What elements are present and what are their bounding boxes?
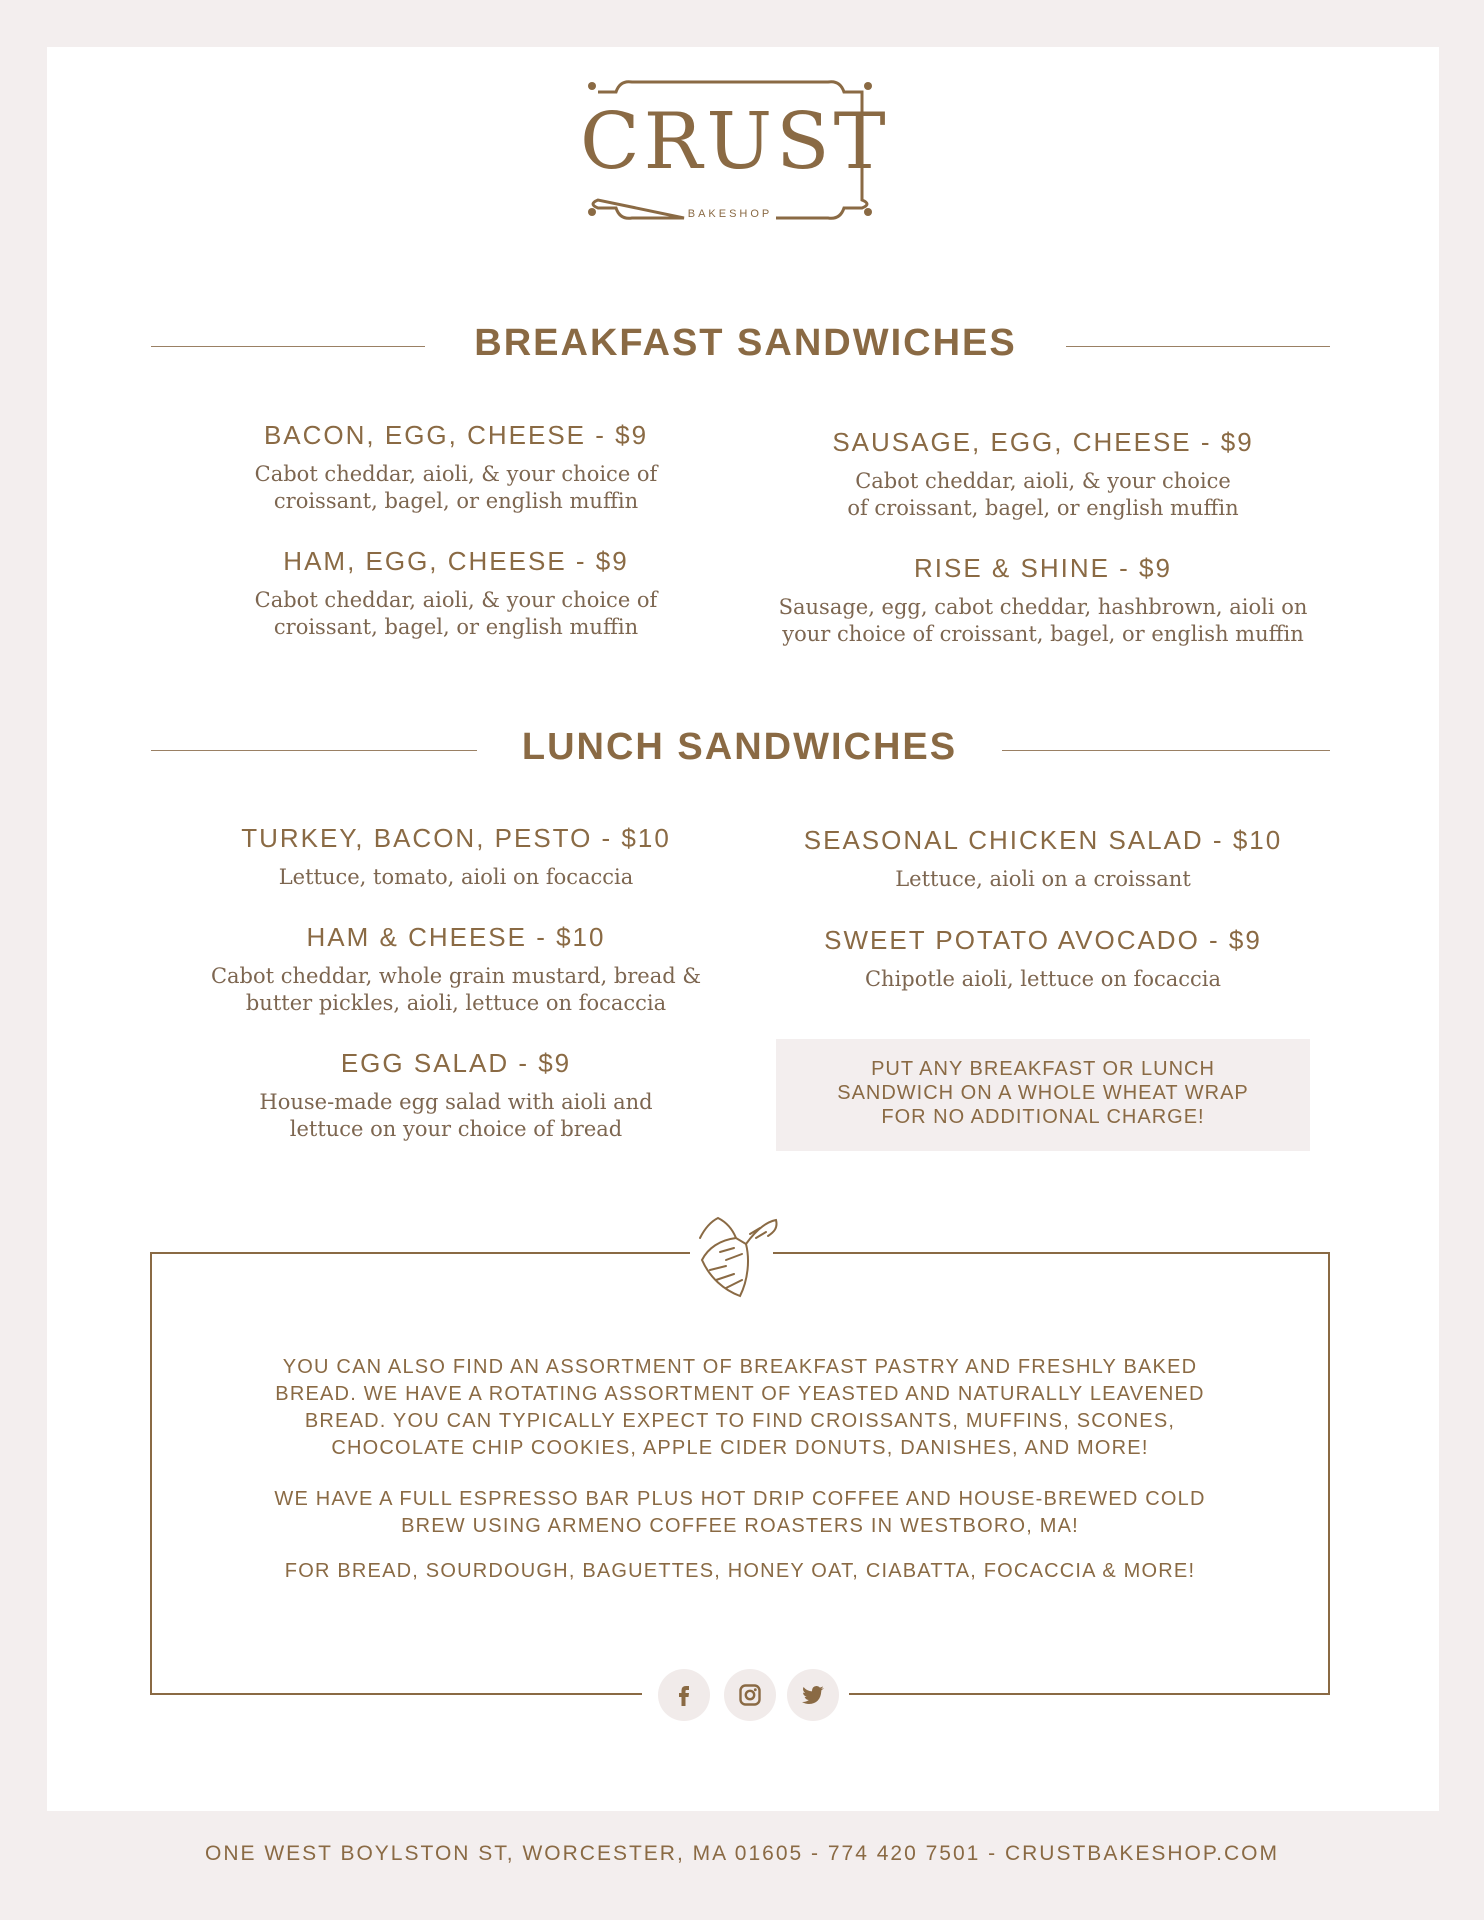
info-line: BREW USING ARMENO COFFEE ROASTERS IN WESTBORO, MA! <box>401 1515 1079 1537</box>
info-paragraph-3: FOR BREAD, SOURDOUGH, BAGUETTES, HONEY OAT, CIABATTA, FOCACCIA & MORE! <box>284 1560 1196 1582</box>
menu-item <box>196 420 716 515</box>
note-line: FOR NO ADDITIONAL CHARGE! <box>881 1106 1205 1128</box>
menu-item <box>763 925 1323 993</box>
breakfast-rule-left <box>151 346 425 347</box>
twitter-icon <box>801 1683 825 1707</box>
frame-left <box>150 1252 152 1695</box>
lunch-rule-right <box>1002 750 1330 751</box>
item-name: SEASONAL CHICKEN SALAD - $10 <box>803 825 1283 855</box>
menu-item <box>196 823 716 891</box>
info-line: CHOCOLATE CHIP COOKIES, APPLE CIDER DONUTS, DANISHES, AND MORE! <box>331 1437 1149 1459</box>
frame-top-right <box>773 1252 1330 1254</box>
lunch-rule-left <box>151 750 477 751</box>
menu-item <box>196 1048 716 1143</box>
facebook-icon <box>672 1683 696 1707</box>
menu-item <box>196 546 716 641</box>
note-line: SANDWICH ON A WHOLE WHEAT WRAP <box>837 1082 1249 1104</box>
frame-right <box>1328 1252 1330 1695</box>
wrap-note-box <box>776 1039 1310 1151</box>
breakfast-rule-right <box>1066 346 1330 347</box>
note-line: PUT ANY BREAKFAST OR LUNCH <box>871 1058 1215 1080</box>
item-desc-line: lettuce on your choice of bread <box>289 1117 623 1141</box>
item-desc-line: House-made egg salad with aioli and <box>259 1090 653 1114</box>
info-line: YOU CAN ALSO FIND AN ASSORTMENT OF BREAKFAST PASTRY AND FRESHLY BAKED <box>282 1356 1198 1378</box>
crust-logo <box>580 74 890 224</box>
item-name: HAM, EGG, CHEESE - $9 <box>283 546 629 576</box>
info-line: BREAD. WE HAVE A ROTATING ASSORTMENT OF YEASTED AND NATURALLY LEAVENED <box>275 1383 1205 1405</box>
frame-bottom-left <box>150 1693 642 1695</box>
info-paragraph-1 <box>152 1354 1328 1462</box>
logo-wordmark: CRUST <box>580 97 890 187</box>
item-desc-line: Cabot cheddar, whole grain mustard, bread & <box>210 964 702 988</box>
item-desc-line: Cabot cheddar, aioli, & your choice of <box>254 462 658 486</box>
menu-item <box>196 922 716 1017</box>
item-name: SAUSAGE, EGG, CHEESE - $9 <box>832 427 1254 457</box>
item-desc-line: of croissant, bagel, or english muffin <box>847 496 1239 520</box>
facebook-button[interactable] <box>658 1669 710 1721</box>
wrap-note-text <box>776 1057 1310 1129</box>
item-desc-line: butter pickles, aioli, lettuce on focaccia <box>245 991 667 1015</box>
item-name: TURKEY, BACON, PESTO - $10 <box>241 823 671 853</box>
item-name: EGG SALAD - $9 <box>340 1048 572 1078</box>
twitter-button[interactable] <box>787 1669 839 1721</box>
item-name: SWEET POTATO AVOCADO - $9 <box>824 925 1262 955</box>
frame-bottom-right <box>849 1693 1330 1695</box>
croissant-icon <box>690 1208 782 1304</box>
breakfast-section-title: BREAKFAST SANDWICHES <box>474 322 1017 364</box>
item-desc-line: croissant, bagel, or english muffin <box>273 489 639 513</box>
item-desc-line: Lettuce, aioli on a croissant <box>895 867 1191 891</box>
item-desc-line: croissant, bagel, or english muffin <box>273 615 639 639</box>
instagram-button[interactable] <box>724 1669 776 1721</box>
logo-subtitle: BAKESHOP <box>687 208 773 220</box>
footer-contact: ONE WEST BOYLSTON ST, WORCESTER, MA 01605 - 774 420 7501 - CRUSTBAKESHOP.COM <box>205 1842 1279 1865</box>
menu-item <box>763 553 1323 648</box>
instagram-icon <box>738 1683 762 1707</box>
item-desc-line: Chipotle aioli, lettuce on focaccia <box>864 967 1222 991</box>
lunch-section-title: LUNCH SANDWICHES <box>521 726 958 768</box>
info-paragraph-2 <box>152 1486 1328 1540</box>
item-desc-line: Sausage, egg, cabot cheddar, hashbrown, aioli on <box>778 595 1308 619</box>
item-desc-line: Cabot cheddar, aioli, & your choice <box>855 469 1231 493</box>
item-desc-line: Cabot cheddar, aioli, & your choice of <box>254 588 658 612</box>
item-desc-line: your choice of croissant, bagel, or english muffin <box>782 622 1304 646</box>
item-name: HAM & CHEESE - $10 <box>306 922 606 952</box>
frame-top-left <box>150 1252 690 1254</box>
info-line: BREAD. YOU CAN TYPICALLY EXPECT TO FIND CROISSANTS, MUFFINS, SCONES, <box>304 1410 1176 1432</box>
item-desc-line: Lettuce, tomato, aioli on focaccia <box>278 865 634 889</box>
item-name: RISE & SHINE - $9 <box>914 553 1172 583</box>
menu-item <box>763 825 1323 893</box>
info-line: WE HAVE A FULL ESPRESSO BAR PLUS HOT DRIP COFFEE AND HOUSE-BREWED COLD <box>274 1488 1206 1510</box>
menu-item <box>763 427 1323 522</box>
item-name: BACON, EGG, CHEESE - $9 <box>263 420 649 450</box>
